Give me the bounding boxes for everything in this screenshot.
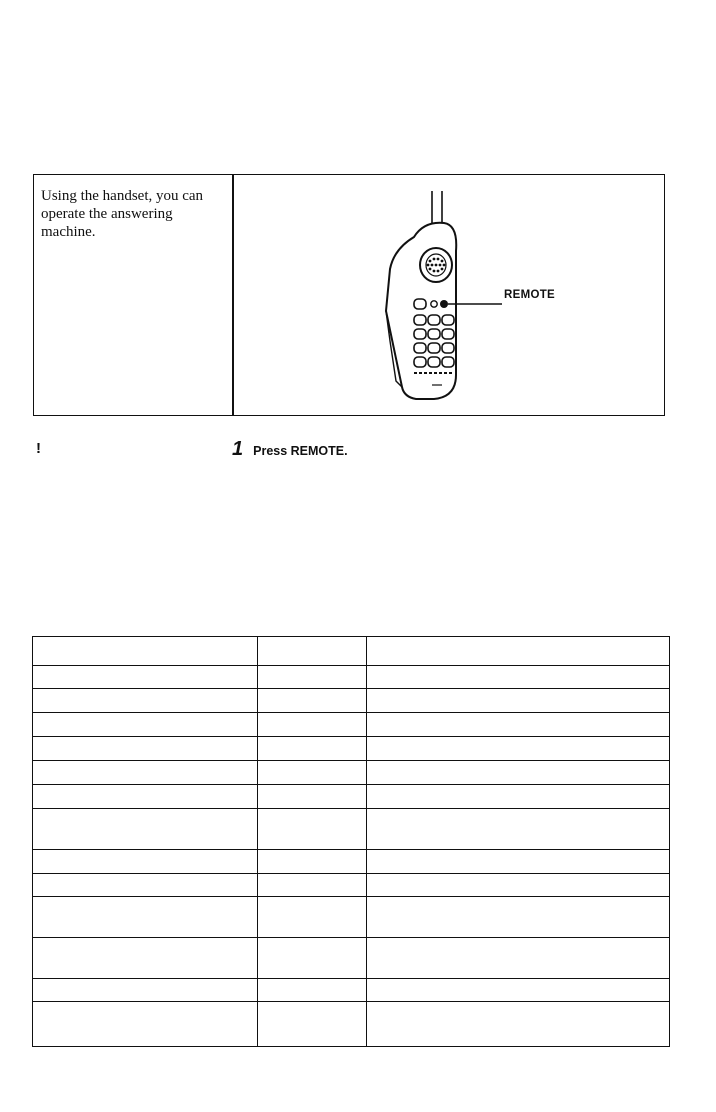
- note-mark: !: [36, 440, 41, 457]
- table-cell: [258, 897, 367, 938]
- table-row: [33, 874, 670, 897]
- table-cell: [33, 737, 258, 761]
- table-cell: [258, 737, 367, 761]
- table-cell: [258, 689, 367, 713]
- table-cell: [258, 761, 367, 785]
- table-cell: [367, 809, 670, 850]
- table-cell: [33, 979, 258, 1002]
- table-cell: [33, 785, 258, 809]
- remote-command-table: [32, 636, 670, 1047]
- table-cell: [367, 689, 670, 713]
- intro-divider: [232, 175, 234, 415]
- intro-panel: [33, 174, 665, 416]
- table-cell: [367, 850, 670, 874]
- table-row: [33, 761, 670, 785]
- table-cell: [33, 637, 258, 666]
- table-cell: [33, 809, 258, 850]
- table-row: [33, 689, 670, 713]
- table-row: [33, 979, 670, 1002]
- table-cell: [258, 713, 367, 737]
- table-row: [33, 1002, 670, 1047]
- step-number: 1: [232, 438, 244, 460]
- table-cell: [367, 979, 670, 1002]
- table-cell: [33, 874, 258, 897]
- table-cell: [367, 761, 670, 785]
- table-cell: [33, 897, 258, 938]
- table-cell: [258, 874, 367, 897]
- table-cell: [367, 874, 670, 897]
- table-cell: [367, 1002, 670, 1047]
- table-row: [33, 713, 670, 737]
- table-cell: [258, 1002, 367, 1047]
- table-row: [33, 938, 670, 979]
- table-cell: [33, 938, 258, 979]
- cordless-handset-illustration: [364, 191, 524, 403]
- table-row: [33, 809, 670, 850]
- table-cell: [367, 897, 670, 938]
- table-cell: [33, 761, 258, 785]
- table-cell: [367, 938, 670, 979]
- table-row: [33, 637, 670, 666]
- table-cell: [367, 737, 670, 761]
- table-cell: [33, 666, 258, 689]
- table-cell: [367, 713, 670, 737]
- remote-callout-label: REMOTE: [504, 289, 555, 301]
- table-cell: [33, 713, 258, 737]
- table-cell: [258, 979, 367, 1002]
- table-row: [33, 666, 670, 689]
- table-cell: [258, 938, 367, 979]
- table-cell: [258, 785, 367, 809]
- table-cell: [258, 809, 367, 850]
- table-cell: [258, 850, 367, 874]
- step-text: Press REMOTE.: [253, 444, 348, 458]
- table-row: [33, 897, 670, 938]
- table-cell: [258, 666, 367, 689]
- intro-text: Using the handset, you can operate the answering machine.: [41, 188, 204, 240]
- step-1: [232, 438, 348, 461]
- table-cell: [367, 666, 670, 689]
- table-cell: [367, 785, 670, 809]
- table-row: [33, 785, 670, 809]
- table-cell: [258, 637, 367, 666]
- table-row: [33, 850, 670, 874]
- table-cell: [33, 689, 258, 713]
- table-cell: [33, 1002, 258, 1047]
- table-row: [33, 737, 670, 761]
- table-cell: [367, 637, 670, 666]
- table-cell: [33, 850, 258, 874]
